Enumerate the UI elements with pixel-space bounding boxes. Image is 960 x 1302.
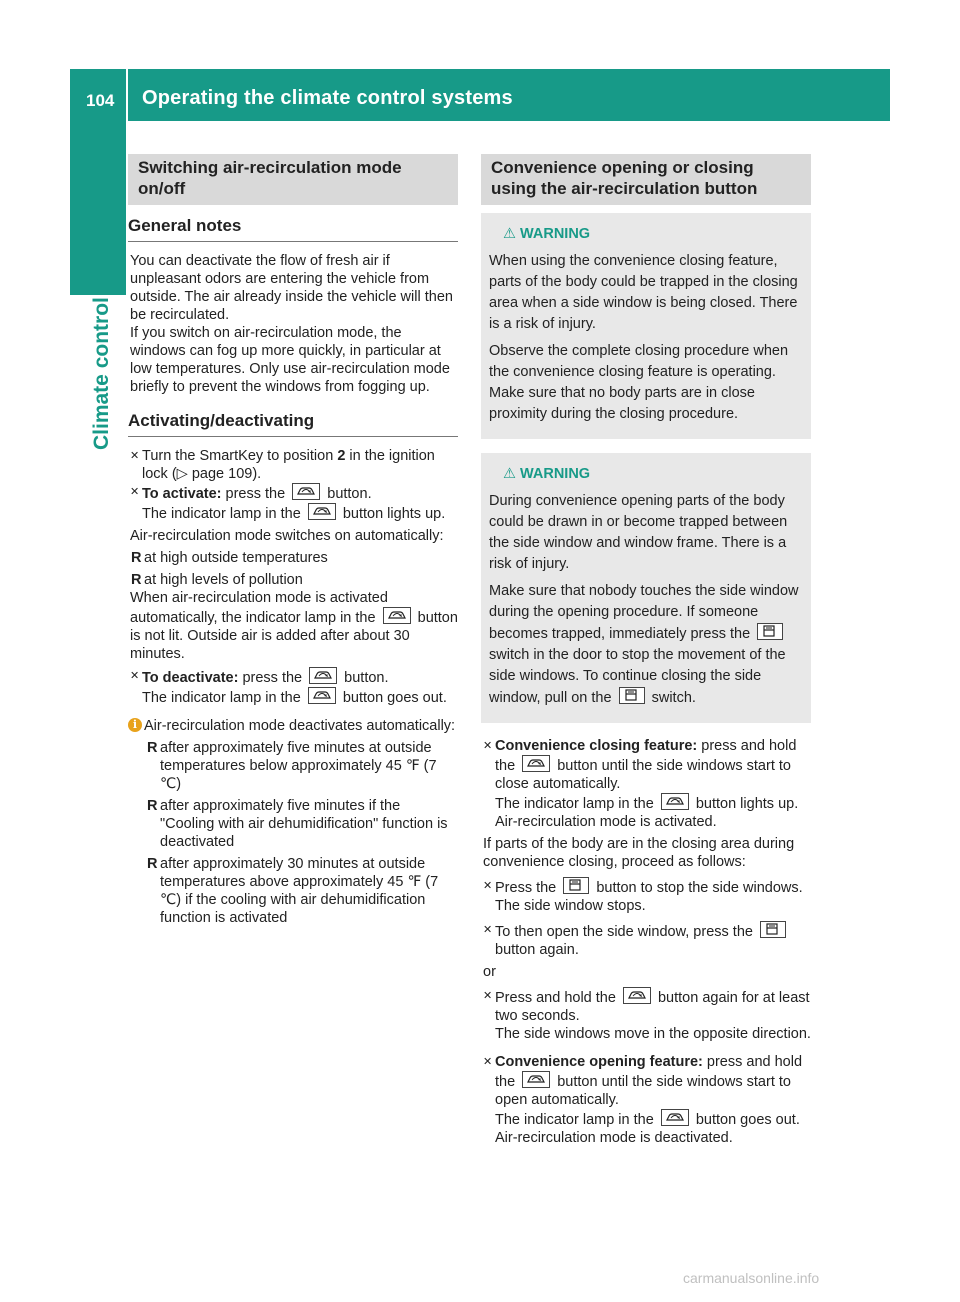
step-arrow-icon: ✕ xyxy=(483,990,493,1002)
bullet-item: R at high levels of pollution xyxy=(131,572,303,588)
paragraph: You can deactivate the flow of fresh air if unpleasant odors are entering the vehicle from outside. The air already inside the vehicle will then be recirculated. xyxy=(130,253,453,323)
recirculation-button-icon xyxy=(661,793,689,810)
recirculation-button-icon xyxy=(383,607,411,624)
paragraph: or xyxy=(483,964,496,980)
warning-text: When using the convenience closing feature, parts of the body could be trapped in the closing area when a side window is being closed. There is a risk of injury. xyxy=(489,253,798,332)
warning-text: Observe the complete closing procedure when the convenience closing feature is operating. Make sure that no body parts are in close proximity during the closing procedure. xyxy=(489,343,789,422)
window-switch-icon xyxy=(619,687,645,704)
section-title: Switching air-recirculation mode on/off xyxy=(128,154,458,205)
page-ref-icon: ▷ xyxy=(176,466,188,482)
warning-icon: ⚠ xyxy=(503,466,516,482)
right-column xyxy=(481,154,811,1147)
side-tab xyxy=(70,121,126,1286)
step-arrow-icon: ✕ xyxy=(130,450,140,462)
recirculation-button-icon xyxy=(308,687,336,704)
warning-box xyxy=(481,213,811,439)
step-item: ✕ Convenience closing feature: press and hold the button until the side windows start to close automatically. The indicator lamp in the button lights up. Air-recirculation mode is activated. xyxy=(483,738,799,830)
recirculation-button-icon xyxy=(308,503,336,520)
warning-text: Make sure that nobody touches the side window during the opening procedure. If someone becomes trapped, immediately press the switch in the door to stop the movement of the side windows. To continue closing the side window, pull on the switch. xyxy=(489,583,799,706)
step-item: ✕ Press and hold the button again for at least two seconds. The side windows move in the opposite direction. xyxy=(481,987,811,1043)
paragraph: When air-recirculation mode is activated automatically, the indicator lamp in the button is not lit. Outside air is added after about 30 minutes. xyxy=(130,590,458,662)
bullet-item: R at high outside temperatures xyxy=(131,550,328,566)
subsection-heading: Activating/deactivating xyxy=(128,410,458,437)
step-item: ✕ Convenience opening feature: press and hold the button until the side windows start to open automatically. The indicator lamp in the button goes out. Air-recirculation mode is deactivated. xyxy=(483,1054,803,1146)
section-title: Convenience opening or closing using the air-recirculation button xyxy=(481,154,811,205)
step-arrow-icon: ✕ xyxy=(483,740,493,752)
step-arrow-icon: ✕ xyxy=(483,924,493,936)
bullet-item: R after approximately 30 minutes at outside temperatures above approximately 45 ℉ (7 ℃) if the cooling with air dehumidification function is activated xyxy=(147,856,439,926)
warning-text: During convenience opening parts of the body could be drawn in or become trapped between the side window and window frame. There is a risk of injury. xyxy=(489,493,788,572)
chapter-title: Operating the climate control systems xyxy=(142,87,513,109)
side-tab-bar xyxy=(70,121,126,295)
step-arrow-icon: ✕ xyxy=(130,486,140,498)
step-item: ✕ Turn the SmartKey to position 2 in the ignition lock (▷ page 109). xyxy=(130,448,435,482)
step-item: ✕ To then open the side window, press the button again. xyxy=(481,921,811,959)
window-switch-icon xyxy=(757,623,783,640)
warning-title: ⚠ WARNING xyxy=(503,466,591,482)
page-header xyxy=(70,69,890,121)
recirculation-button-icon xyxy=(623,987,651,1004)
side-tab-label: Climate control xyxy=(90,297,113,450)
recirculation-button-icon xyxy=(522,1071,550,1088)
paragraph: If parts of the body are in the closing area during convenience closing, proceed as follows: xyxy=(483,836,795,870)
paragraph: Air-recirculation mode switches on automatically: xyxy=(130,528,444,544)
paragraph: If you switch on air-recirculation mode, the windows can fog up more quickly, in particular at low temperatures. Only use air-recirculation mode briefly to prevent the windows from fogging up. xyxy=(130,325,450,395)
recirculation-button-icon xyxy=(522,755,550,772)
step-item: ✕ Press the button to stop the side windows. The side window stops. xyxy=(481,877,811,915)
bullet-item: R after approximately five minutes if the "Cooling with air dehumidification" function is deactivated xyxy=(147,798,448,850)
subsection-heading: General notes xyxy=(128,215,458,242)
window-switch-icon xyxy=(563,877,589,894)
page-number: 104 xyxy=(86,91,115,110)
recirculation-button-icon xyxy=(292,483,320,500)
header-divider xyxy=(126,69,128,121)
recirculation-button-icon xyxy=(309,667,337,684)
warning-box xyxy=(481,453,811,723)
warning-title: ⚠ WARNING xyxy=(503,226,591,242)
bullet-item: R after approximately five minutes at outside temperatures below approximately 45 ℉ (7 ℃) xyxy=(147,740,437,792)
step-item: ✕ To activate: press the button. The indicator lamp in the button lights up. xyxy=(128,483,458,523)
step-arrow-icon: ✕ xyxy=(130,670,140,682)
warning-icon: ⚠ xyxy=(503,226,516,242)
info-note: i Air-recirculation mode deactivates automatically: R after approximately five minutes at outside temperatures below approximately 45 ℉ (7 ℃) R after approximately five minutes if the "Cooling with air dehumidification" function is deactivated R after approximately 30 minutes at outside temperatures above approximately 45 ℉ (7 ℃) if the cooling with air dehumidification function is activated xyxy=(128,717,458,927)
window-switch-icon xyxy=(760,921,786,938)
left-column xyxy=(128,154,458,927)
step-arrow-icon: ✕ xyxy=(483,1056,493,1068)
watermark: carmanualsonline.info xyxy=(683,1270,820,1286)
recirculation-button-icon xyxy=(661,1109,689,1126)
info-icon: i xyxy=(128,718,142,732)
step-arrow-icon: ✕ xyxy=(483,880,493,892)
step-item: ✕ To deactivate: press the button. The indicator lamp in the button goes out. xyxy=(128,667,458,707)
